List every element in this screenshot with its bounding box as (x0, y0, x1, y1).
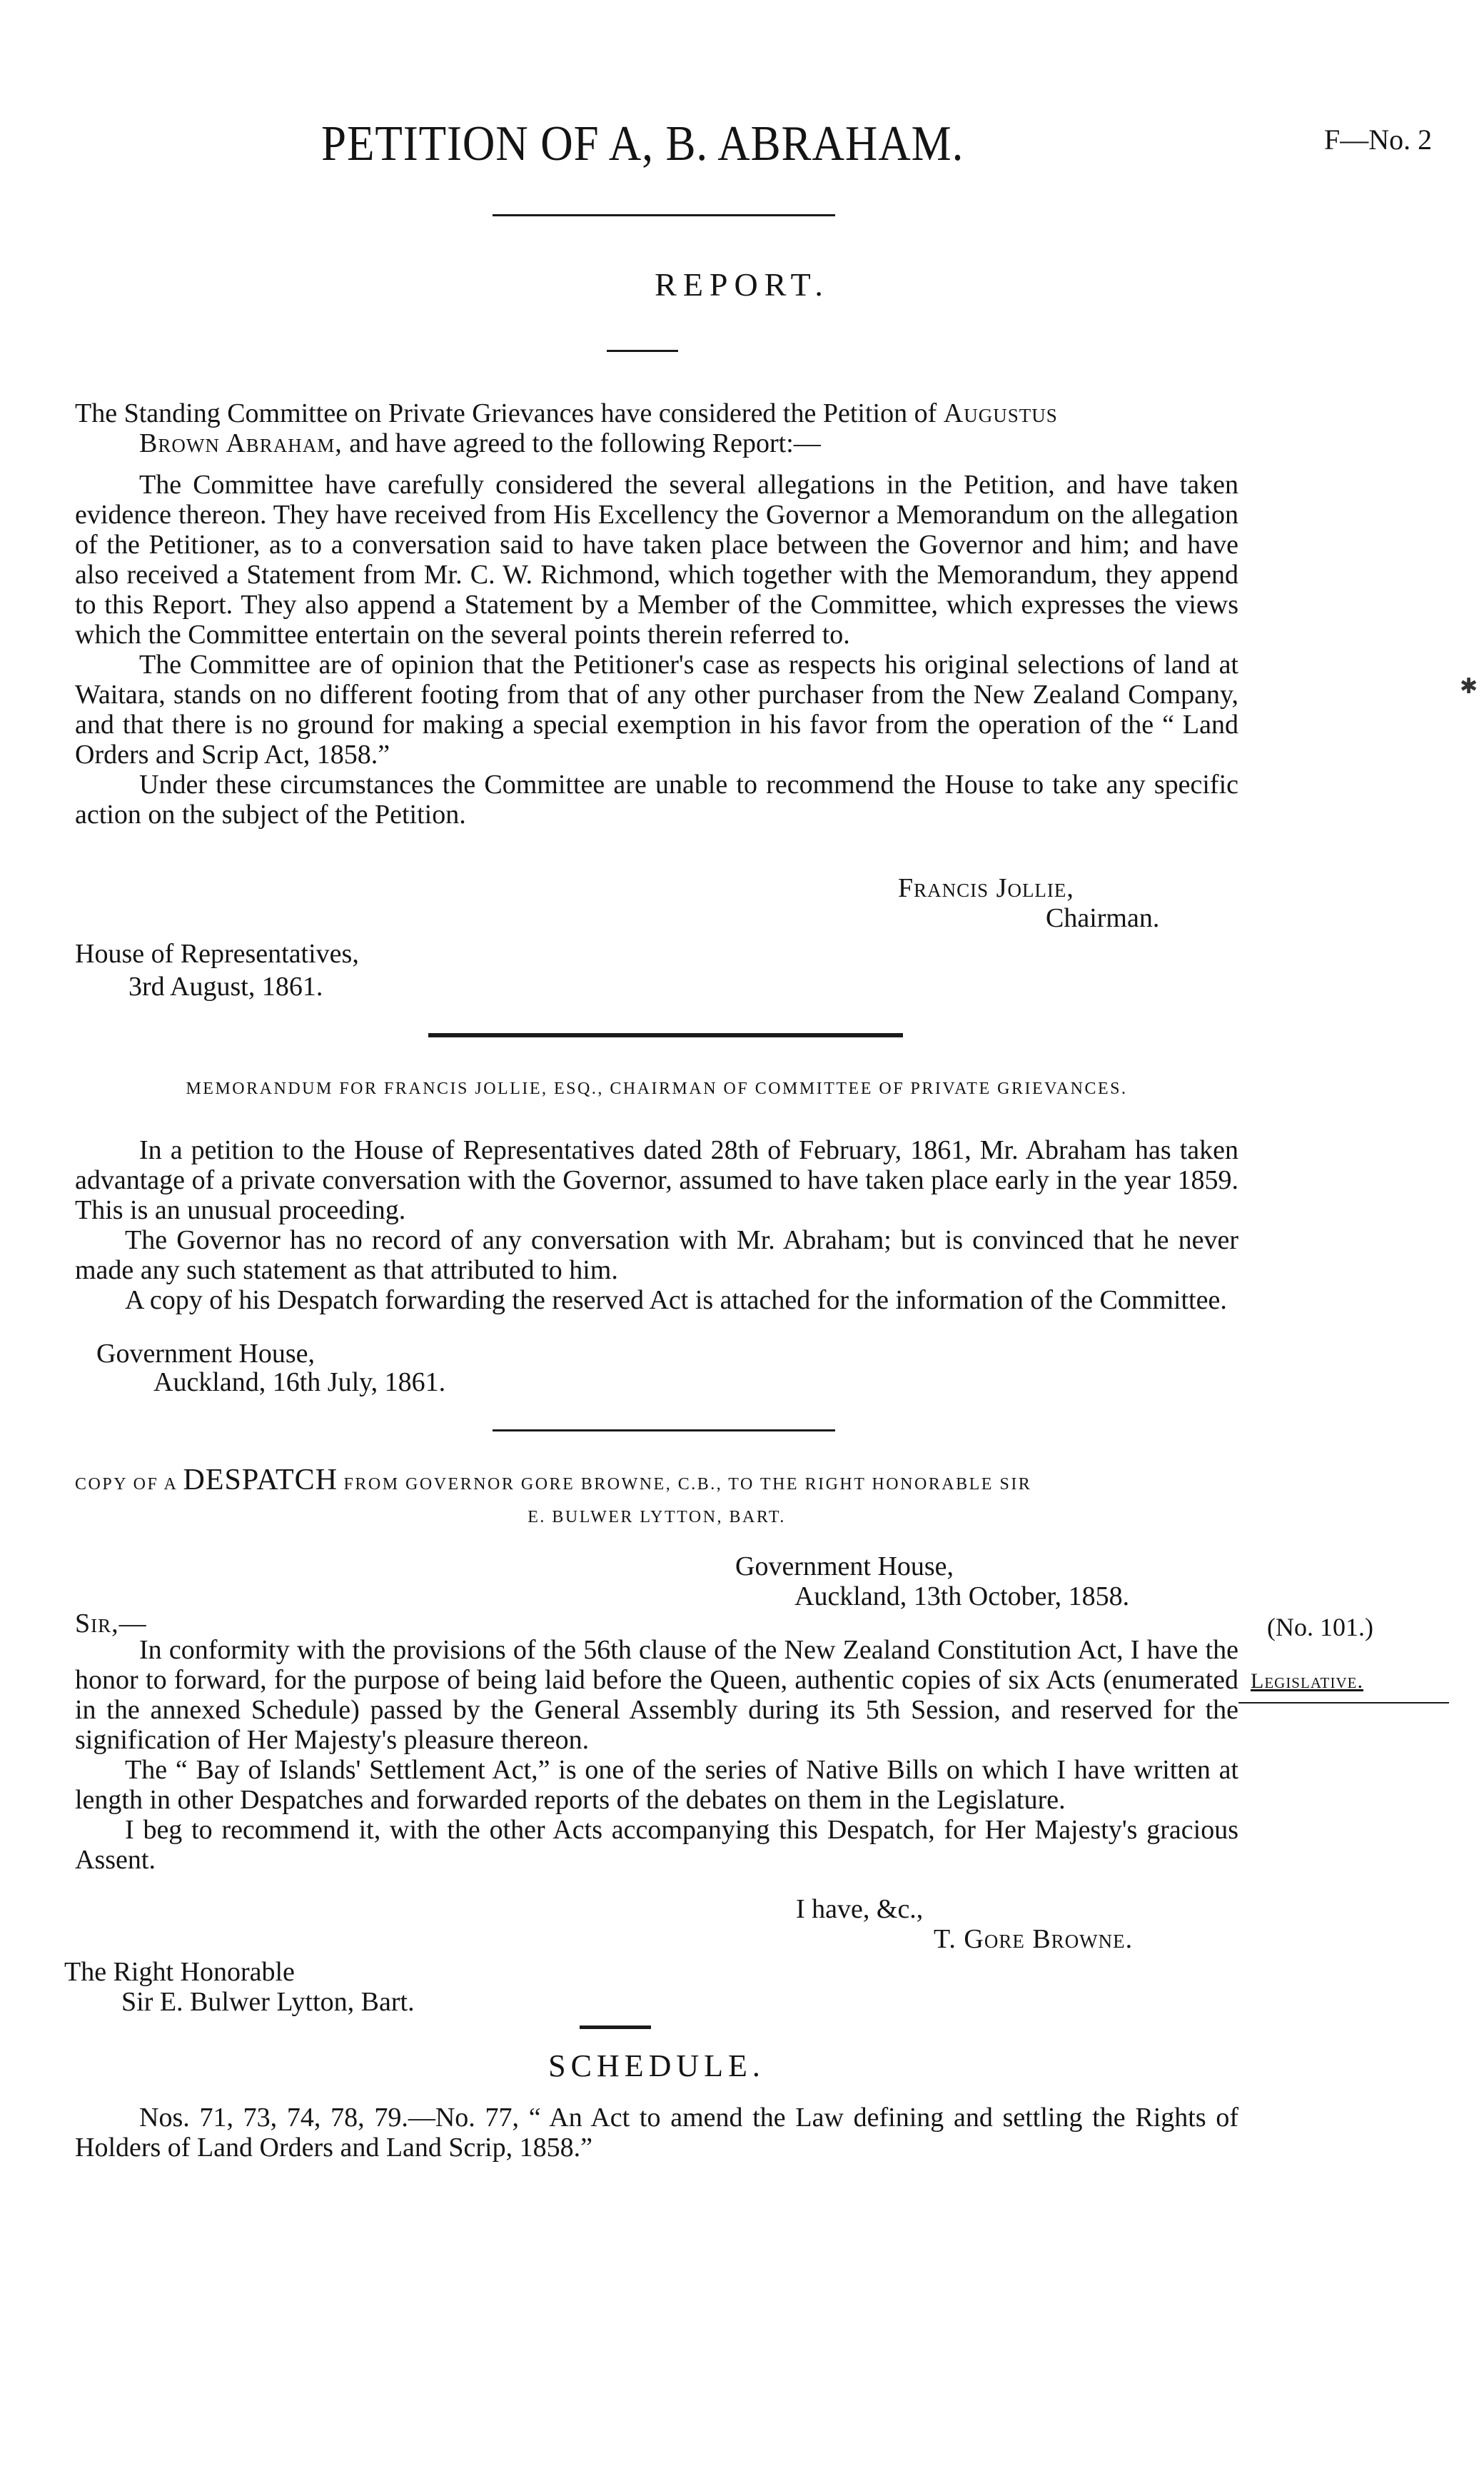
report-signatory-title: Chairman. (1046, 903, 1160, 933)
despatch-heading-part: COPY OF A (75, 1475, 177, 1494)
report-intro-end: and have agreed to the following Report:— (349, 428, 821, 458)
memorandum-paragraph: A copy of his Despatch forwarding the reserved Act is attached for the information of the Committee. (125, 1285, 1227, 1315)
divider (580, 2025, 651, 2029)
memorandum-heading: MEMORANDUM FOR FRANCIS JOLLIE, ESQ., CHAIRMAN OF COMMITTEE OF PRIVATE GRIEVANCES. (186, 1080, 1128, 1098)
despatch-paragraph: The “ Bay of Islands' Settlement Act,” is one of the series of Native Bills on which I have written at length in other Despatches and forwarded reports of the debates on them in the Legislature. (75, 1755, 1238, 1815)
report-intro-text: The Standing Committee on Private Grievances have considered the Petition of (75, 398, 937, 428)
memorandum-paragraph: The Governor has no record of any conversation with Mr. Abraham; but is convinced that he never made any such statement as that attributed to him. (75, 1225, 1238, 1285)
despatch-paragraph: In conformity with the provisions of the 56th clause of the New Zealand Constitution Act, I have the honor to forward, for the purpose of being laid before the Queen, authentic copies of six Acts (enumerated in the annexed Schedule) passed by the General Assembly during its 5th Session, and reserved for the signification of Her Majesty's pleasure thereon. (75, 1635, 1238, 1755)
report-paragraph: The Committee are of opinion that the Petitioner's case as respects his original selections of land at Waitara, stands on no different footing from that of any other purchaser from the New Zealand Company, and that there is no ground for making a special exemption in his favor from the operation of the “ Land Orders and Scrip Act, 1858.” (75, 650, 1238, 770)
report-date: 3rd August, 1861. (128, 972, 323, 1002)
despatch-salutation: Sir,— (75, 1609, 147, 1639)
despatch-heading-part: FROM GOVERNOR GORE BROWNE, C.B., TO THE RIGHT HONORABLE SIR (343, 1475, 1032, 1494)
petitioner-first-name: Augustus (943, 398, 1058, 428)
divider (428, 1033, 903, 1037)
memorandum-body (75, 1135, 1238, 1315)
paper-number: F—No. 2 (1324, 124, 1433, 156)
despatch-addressee: Sir E. Bulwer Lytton, Bart. (121, 1987, 415, 2017)
print-mark: ✱ (1460, 675, 1478, 698)
memorandum-place: Government House, (96, 1339, 316, 1369)
despatch-signatory: T. Gore Browne. (934, 1924, 1134, 1954)
memorandum-paragraph: In a petition to the House of Representatives dated 28th of February, 1861, Mr. Abraham has taken advantage of a private conversation with the Governor, assumed to have taken place early in the year 1859. This is an unusual proceeding. (75, 1135, 1238, 1225)
schedule-heading: SCHEDULE. (548, 2048, 765, 2083)
divider (493, 214, 835, 216)
despatch-place: Government House, (735, 1551, 954, 1581)
report-body (75, 470, 1238, 830)
despatch-heading-part: E. BULWER LYTTON, BART. (528, 1508, 786, 1526)
despatch-addressee: The Right Honorable (64, 1957, 295, 1987)
despatch-closing: I have, &c., (796, 1894, 924, 1924)
petitioner-name: Brown Abraham, (139, 428, 343, 458)
report-place: House of Representatives, (75, 939, 359, 969)
despatch-date: Auckland, 13th October, 1858. (794, 1581, 1130, 1611)
divider (493, 1429, 835, 1431)
despatch-heading (75, 1464, 1238, 1534)
margin-label: Legislative. (1251, 1669, 1363, 1693)
report-paragraph: The Committee have carefully considered the several allegations in the Petition, and have taken evidence thereon. They have received from His Excellency the Governor a Memorandum on the allegation of the Petitioner, as to a conversation said to have taken place between the Governor and him; and have also received a Statement from Mr. C. W. Richmond, which together with the Memorandum, they append to this Report. They also append a Statement by a Member of the Committee, which expresses the views which the Committee entertain on the several points therein referred to. (75, 470, 1238, 650)
report-paragraph: Under these circumstances the Committee are unable to recommend the House to take any specific action on the subject of the Petition. (75, 770, 1238, 830)
despatch-heading-title: DESPATCH (183, 1464, 338, 1496)
despatch-body (75, 1635, 1238, 1875)
margin-despatch-number: (No. 101.) (1267, 1613, 1373, 1641)
report-intro (75, 398, 1238, 458)
margin-rule (1238, 1702, 1449, 1703)
page-title: PETITION OF A, B. ABRAHAM. (321, 116, 964, 171)
schedule-text: Nos. 71, 73, 74, 78, 79.—No. 77, “ An Act to amend the Law defining and settling the Rights of Holders of Land Orders and Land Scrip, 1858.” (75, 2103, 1238, 2163)
memorandum-date: Auckland, 16th July, 1861. (153, 1367, 446, 1397)
report-signatory: Francis Jollie, (898, 873, 1074, 903)
despatch-paragraph: I beg to recommend it, with the other Acts accompanying this Despatch, for Her Majesty's gracious Assent. (75, 1815, 1238, 1875)
divider (607, 350, 678, 352)
report-heading: REPORT. (655, 266, 829, 303)
